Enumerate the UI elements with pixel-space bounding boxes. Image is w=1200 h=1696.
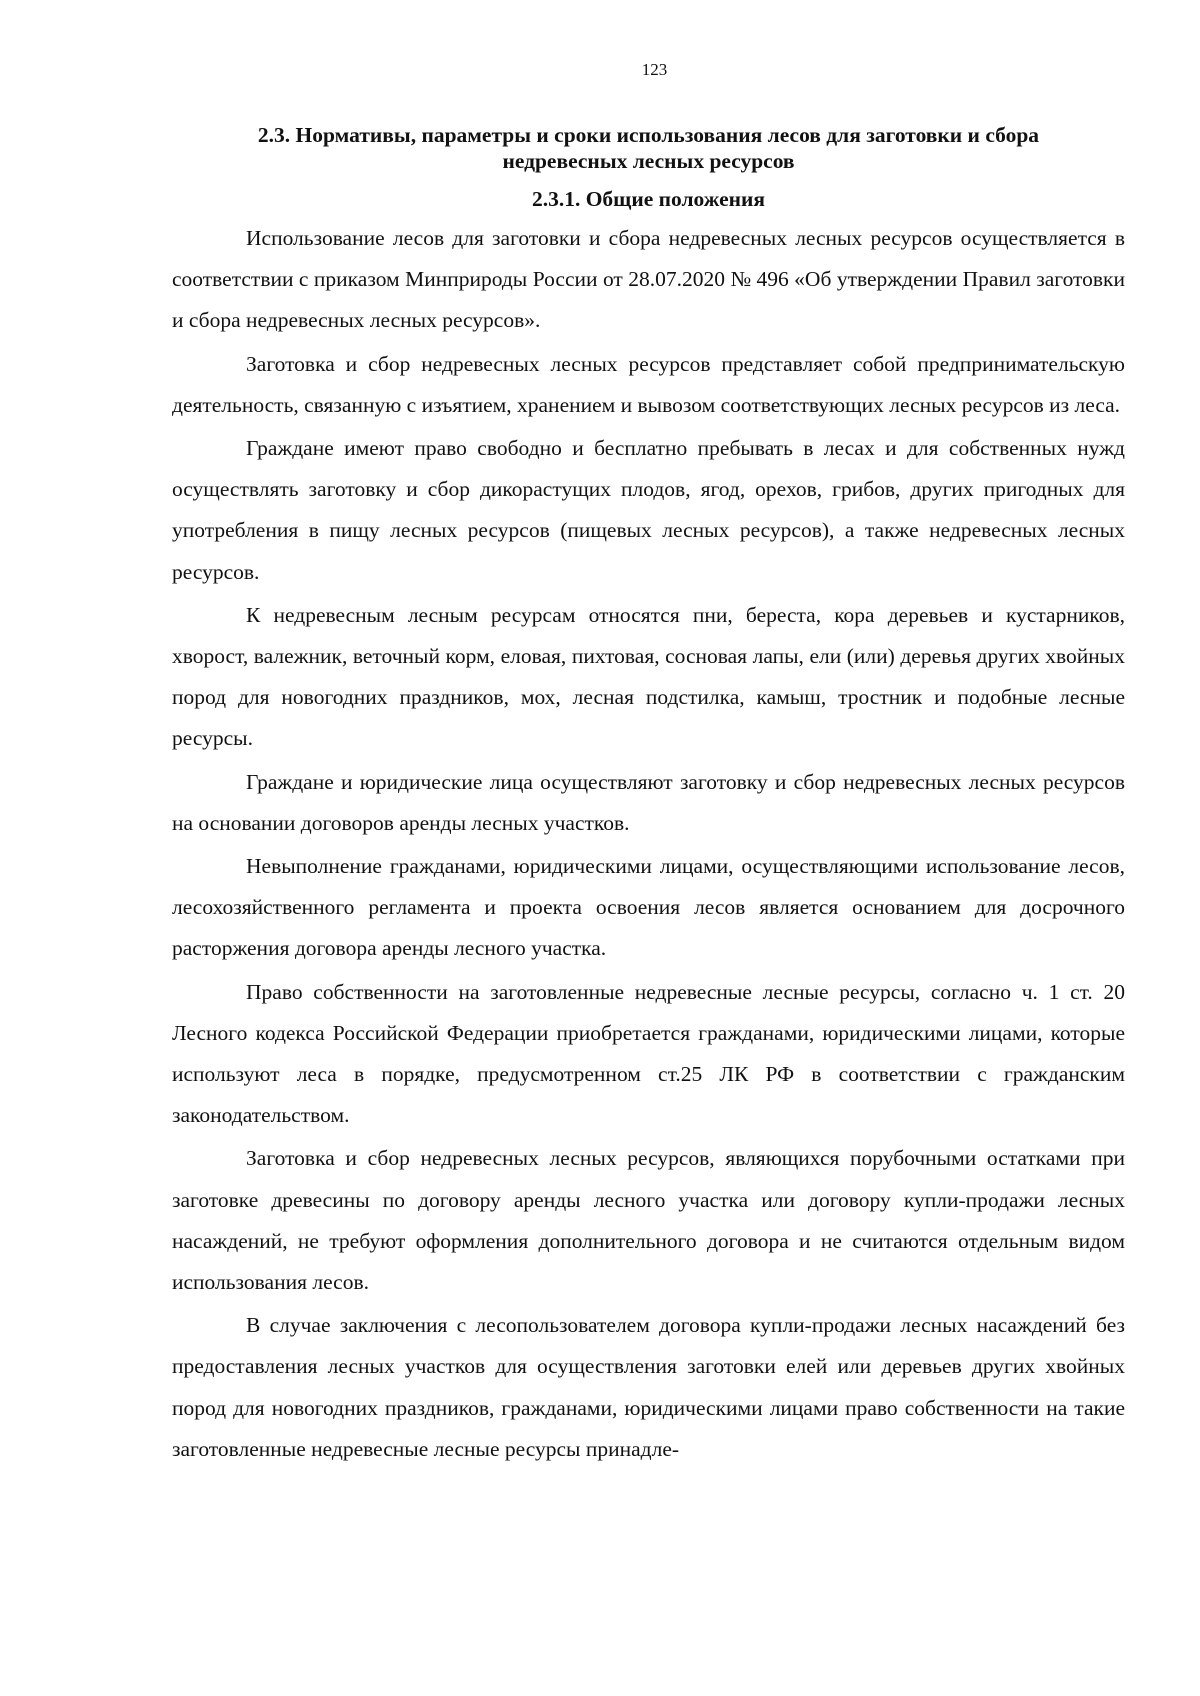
section-title: [172, 122, 1125, 174]
paragraph: Заготовка и сбор недревесных лесных ресурсов, являющихся порубочными остатками при заготовке древесины по договору аренды лесного участка или договору купли-продажи лесных насаждений, не требуют оформления дополнительного договора и не считаются отдельным видом использования лесов.: [172, 1146, 1125, 1295]
page-number: 123: [641, 60, 668, 79]
subsection-title: 2.3.1. Общие положения: [531, 187, 766, 211]
paragraph: Невыполнение гражданами, юридическими лицами, осуществляющими использование лесов, лесохозяйственного регламента и проекта освоения лесов является основанием для досрочного расторжения договора аренды лесного участка.: [172, 854, 1125, 961]
paragraph: Использование лесов для заготовки и сбора недревесных лесных ресурсов осуществляется в соответствии с приказом Минприроды России от 28.07.2020 № 496 «Об утверждении Правил заготовки и сбора недревесных лесных ресурсов».: [172, 226, 1125, 333]
paragraph: Право собственности на заготовленные недревесные лесные ресурсы, согласно ч. 1 ст. 20 Лесного кодекса Российской Федерации приобретается гражданами, юридическими лицами, которые используют леса в порядке, предусмотренном ст.25 ЛК РФ в соответствии с гражданским законодательством.: [172, 979, 1125, 1128]
section-title-line-1: 2.3. Нормативы, параметры и сроки использования лесов для заготовки и сбора: [257, 123, 1040, 147]
section-title-line-2: недревесных лесных ресурсов: [502, 149, 795, 173]
paragraph: Заготовка и сбор недревесных лесных ресурсов представляет собой предпринимательскую деятельность, связанную с изъятием, хранением и вывозом соответствующих лесных ресурсов из леса.: [172, 351, 1125, 417]
paragraph: Граждане и юридические лица осуществляют заготовку и сбор недревесных лесных ресурсов на основании договоров аренды лесных участков.: [172, 769, 1125, 835]
body-text: [172, 218, 1125, 1470]
paragraph: К недревесным лесным ресурсам относятся пни, береста, кора деревьев и кустарников, хворост, валежник, веточный корм, еловая, пихтовая, сосновая лапы, ели (или) деревья других хвойных пород для новогодних праздников, мох, лесная подстилка, камыш, тростник и подобные лесные ресурсы.: [172, 602, 1125, 751]
paragraph: В случае заключения с лесопользователем договора купли-продажи лесных насаждений без предоставления лесных участков для осуществления заготовки елей или деревьев других хвойных пород для новогодних праздников, гражданами, юридическими лицами право собственности на такие заготовленные недревесные лесные ресурсы принадле-: [172, 1313, 1125, 1461]
paragraph: Граждане имеют право свободно и бесплатно пребывать в лесах и для собственных нужд осуществлять заготовку и сбор дикорастущих плодов, ягод, орехов, грибов, других пригодных для употребления в пищу лесных ресурсов (пищевых лесных ресурсов), а также недревесных лесных ресурсов.: [172, 436, 1125, 584]
